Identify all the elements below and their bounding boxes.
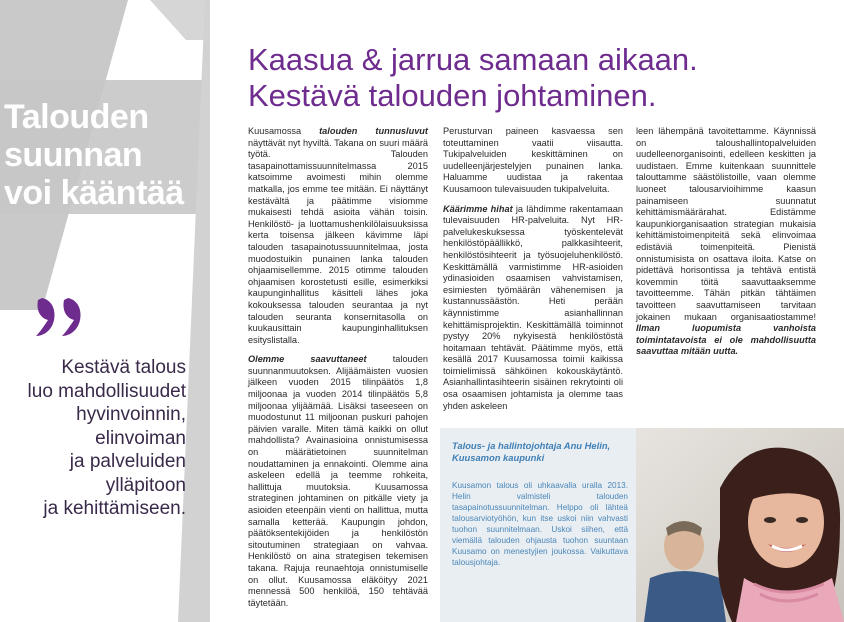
col3-p1-text: leen lähempänä tavoitettamme. Käynnissä on taloushallintopalveluiden uudelleenorganisointi, edelleen keskitten ja uudistaen. Emme kuitenkaan suunnittele talouttamme säästölistoille, vaan olemme luoneet talousarvioihimme kaasun painamiseen suunnatut kehittämismäärärahat. Edistämme kaupunkiorganisaation strategian mukaisia kehittämistoimenpiteitä sekä elinvoimaa edistäviä toimenpiteitä. Pienistä onnistumisista on osattava iloita. Katse on pidettävä horisontissa ja tehtävä entistä kovemmin töitä saavuttaaksemme tavoitteemme. Tähän pitkän tähtäimen tavoitteen saavuttamiseen tarvitaan jokainen mukaan organisaatiostamme! bbox=[636, 126, 816, 322]
pull-quote bbox=[14, 356, 186, 521]
side-headline-line3: voi kääntää bbox=[4, 174, 184, 212]
col3-paragraph-1 bbox=[636, 126, 816, 358]
quote-mark-icon bbox=[34, 296, 86, 346]
photo-caption-panel bbox=[440, 428, 638, 622]
portrait-photo bbox=[636, 428, 844, 622]
col1-p1-pre: Kuusamossa bbox=[248, 126, 320, 136]
side-headline-line1: Talouden bbox=[4, 98, 149, 136]
col1-paragraph-1 bbox=[248, 126, 428, 346]
col1-p2-lead: Olemme saavuttaneet bbox=[248, 354, 367, 365]
article-title-line2: Kestävä talouden johtaminen. bbox=[248, 78, 657, 113]
col2-p2-rest: ja lähdimme rakentamaan tulevaisuuden HR-palveluita. Nyt HR-palvelukeskuksessa työskentelevät henkilöstöpäällikkö, palkkasihteerit, henkilöstösihteerit ja työsuojeluhenkilöstö. Keskittämällä varmistimme HR-asioiden ydinasioiden osaamisen vahvistamisen, esimiesten työmäärän vähenemisen ja kustannussäästön. Heti perään käynnistimme asianhallinnan kehittämisprojektin. Keskittämällä toiminnot pystyy 20% nykyisestä henkilöstöstä hoitamaan tehtävät. Päätimme myös, että kesällä 2017 Kuusamossa toimii kaikissa toimielimissä sähköinen kokouskäytäntö. Asianhallintasihteerin sisäinen rekrytointi oli osa osaamisen johtamista ja olemme taas yhden askeleen bbox=[443, 203, 624, 411]
side-headline bbox=[4, 98, 204, 212]
col1-paragraph-2 bbox=[248, 354, 428, 609]
band-background-shape bbox=[0, 0, 210, 622]
caption-title: Talous- ja hallintojohtaja Anu Helin, Kuusamon kaupunki bbox=[452, 440, 611, 463]
pull-quote-line1: Kestävä talous bbox=[61, 357, 186, 378]
body-column-1 bbox=[248, 126, 428, 617]
pull-quote-line7: ja kehittämiseen. bbox=[43, 498, 186, 519]
body-column-3 bbox=[636, 126, 816, 366]
caption-text: Kuusamon talous oli uhkaavalla uralla 2013. Helin valmisteli talouden tasapainotussuunnitelman. Helppo oli lähteä talousarviotyöhön, kun itse uskoi niin vahvasti tuohon suunnitelmaan. Uskoi siihen, että viemällä talouden ohjausta tuohon suuntaan Kuusamo on menestyjien joukossa. Vaikuttava talousjohtaja. bbox=[452, 481, 628, 567]
col1-p1-rest: näyttävät nyt hyviltä. Takana on suuri määrä työtä. Talouden tasapainottamissuunnitelmassa 2015 katsoimme avoimesti mihin olemme matkalla, jos emme tee mitään. Ei näyttänyt kestävältä ja päätimme visiomme mukaisesti tehdä asioita vähän toisin. Henkilöstö- ja luottamushenkilölaisuuksissa kerta toisensa jälkeen kävimme läpi talouden tasapainotussuunnitelmaa, josta muodostuikin punainen lanka talouden ohjaamisellemme. 2015 otimme talouden ohjaamisen korostetusti esille, esimerkiksi kaupunginhallitus käsitteli lähes joka kokouksessa talouden seurantaa ja nyt talouden seuranta konsernitasolla on kuukausittain kaupunginhallituksen esityslistalla. bbox=[248, 137, 428, 345]
col2-paragraph-2 bbox=[443, 204, 623, 413]
col3-p1-emphasis: Ilman luopumista vanhoista toimintatavoista ei ole mahdollisuutta saavuttaa mitään uutta. bbox=[636, 323, 816, 357]
left-decor-band bbox=[0, 0, 210, 622]
col2-p2-lead: Käärimme hihat bbox=[443, 203, 513, 214]
col2-paragraph-1: Perusturvan paineen kasvaessa sen toteuttaminen vaatii viisautta. Tukipalveluiden keskittäminen on uudelleenjärjestelyjen punainen lanka. Haluamme uudistaa ja rakentaa Kuusamoon tulevaisuuden tukipalveluita. bbox=[443, 126, 623, 194]
side-headline-line2: suunnan bbox=[4, 136, 143, 174]
portrait-photo-illustration bbox=[636, 428, 844, 622]
article-title-line1: Kaasua & jarrua samaan aikaan. bbox=[248, 42, 698, 77]
pull-quote-line3: hyvinvoinnin, bbox=[76, 404, 186, 425]
pull-quote-line4: elinvoiman bbox=[95, 427, 186, 449]
col1-p2-rest: talouden suunnanmuutoksen. Alijäämäisten vuosien jälkeen vuoden 2015 tilinpäätös 1,8 miljoonaa ja vuoden 2014 tilinpäätös 5,8 miljoonaa ylijäämää. Lisäksi taseeseen on muodostunut 11 miljoonan puskuri pahojen päivien varalle. Miten tämä kaikki on ollut mahdollista? Avainasioina onnistumisessa on määrätietoinen suunnitelman noudattaminen ja ennakointi. Olemme aina askeleen edellä ja teemme rohkeita, hallittuja muutoksia. Kuusamossa strateginen johtaminen on pitkälle viety ja asioiden eteenpäin vienti on hallittua, mutta samalla ketterää. Kaupungin johdon, päätöksentekijöiden ja henkilöstön sitoutuminen strategiaan on vahvaa. Henkilöstö on aina strategisen tekemisen takana. Rajuja reunaehtoja onnistumiselle on ollut. Kuusamossa eläköityy 2021 mennessä 500 henkilöä, 150 tehtävää täytetään. bbox=[248, 354, 428, 608]
body-column-2 bbox=[443, 126, 623, 420]
article-title bbox=[248, 42, 818, 114]
col1-p1-lead: talouden tunnusluvut bbox=[319, 126, 428, 136]
pull-quote-line2: luo mahdollisuudet bbox=[27, 380, 186, 402]
pull-quote-line5: ja palveluiden bbox=[69, 451, 186, 472]
pull-quote-line6: ylläpitoon bbox=[105, 474, 186, 496]
